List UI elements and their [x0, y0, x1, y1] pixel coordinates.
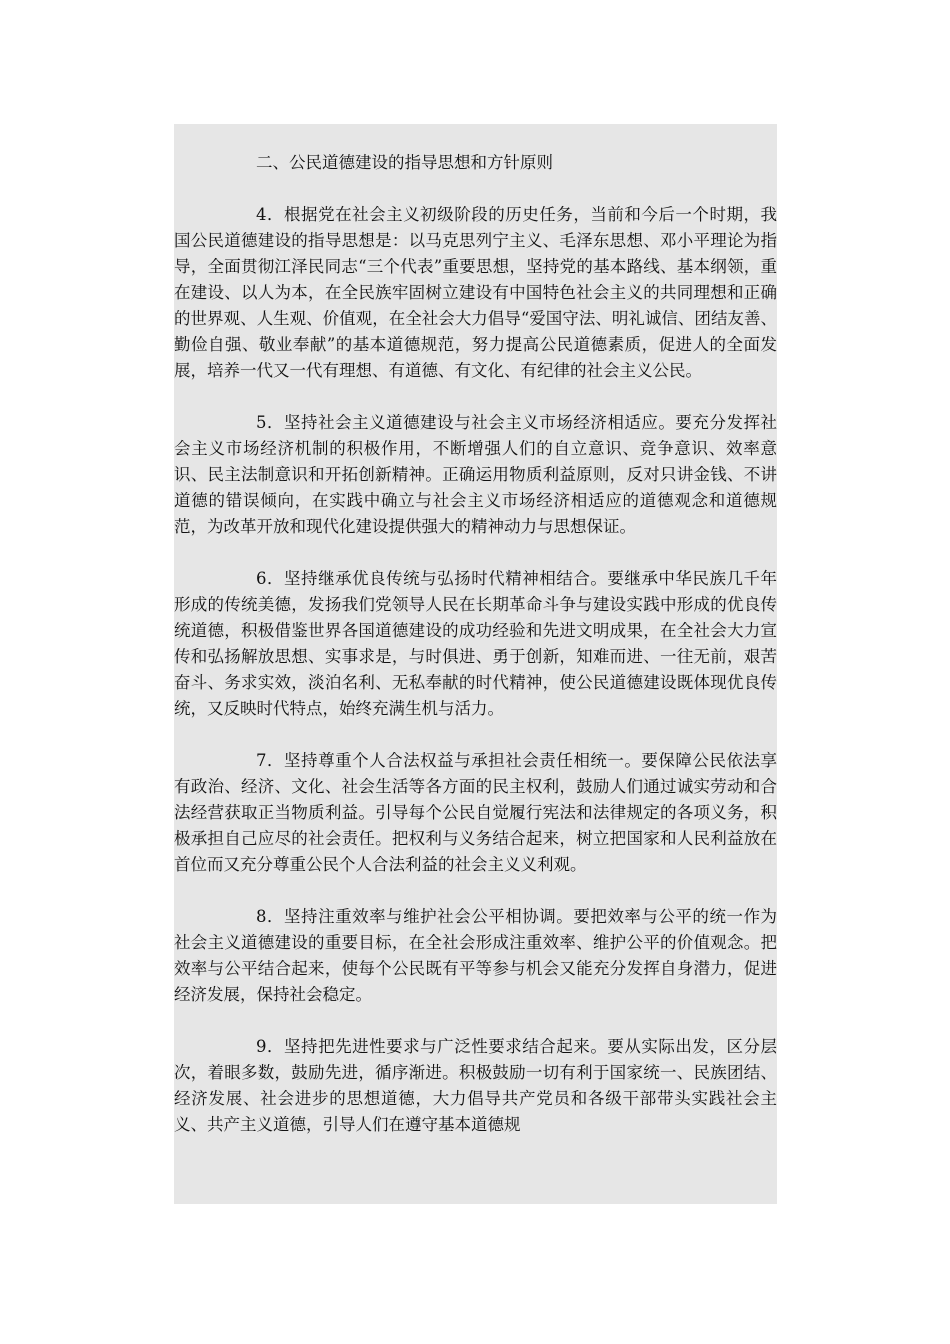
- paragraph-4: 4．根据党在社会主义初级阶段的历史任务，当前和今后一个时期，我国公民道德建设的指导思想是：以马克思列宁主义、毛泽东思想、邓小平理论为指导，全面贯彻江泽民同志“三个代表”重要思想，坚持党的基本路线、基本纲领，重在建设、以人为本，在全民族牢固树立建设有中国特色社会主义的共同理想和正确的世界观、人生观、价值观，在全社会大力倡导“爱国守法、明礼诚信、团结友善、勤俭自强、敬业奉献”的基本道德规范，努力提高公民道德素质，促进人的全面发展，培养一代又一代有理想、有道德、有文化、有纪律的社会主义公民。: [174, 205, 777, 380]
- paragraph-7: 7．坚持尊重个人合法权益与承担社会责任相统一。要保障公民依法享有政治、经济、文化、社会生活等各方面的民主权利，鼓励人们通过诚实劳动和合法经营获取正当物质利益。引导每个公民自觉履行宪法和法律规定的各项义务，积极承担自己应尽的社会责任。把权利与义务结合起来，树立把国家和人民利益放在首位而又充分尊重公民个人合法利益的社会主义义利观。: [174, 751, 777, 874]
- paragraph-6: 6．坚持继承优良传统与弘扬时代精神相结合。要继承中华民族几千年形成的传统美德，发扬我们党领导人民在长期革命斗争与建设实践中形成的优良传统道德，积极借鉴世界各国道德建设的成功经验和先进文明成果，在全社会大力宣传和弘扬解放思想、实事求是，与时俱进、勇于创新，知难而进、一往无前，艰苦奋斗、务求实效，淡泊名利、无私奉献的时代精神，使公民道德建设既体现优良传统，又反映时代特点，始终充满生机与活力。: [174, 569, 777, 718]
- paragraph-8: 8．坚持注重效率与维护社会公平相协调。要把效率与公平的统一作为社会主义道德建设的重要目标，在全社会形成注重效率、维护公平的价值观念。把效率与公平结合起来，使每个公民既有平等参与机会又能充分发挥自身潜力，促进经济发展，保持社会稳定。: [174, 907, 777, 1004]
- document-page: [174, 124, 777, 1204]
- paragraph-5: 5．坚持社会主义道德建设与社会主义市场经济相适应。要充分发挥社会主义市场经济机制的积极作用，不断增强人们的自立意识、竞争意识、效率意识、民主法制意识和开拓创新精神。正确运用物质利益原则，反对只讲金钱、不讲道德的错误倾向，在实践中确立与社会主义市场经济相适应的道德观念和道德规范，为改革开放和现代化建设提供强大的精神动力与思想保证。: [174, 413, 777, 536]
- document-body: [174, 150, 777, 1138]
- section-heading: 二、公民道德建设的指导思想和方针原则: [256, 153, 553, 172]
- paragraph-9: 9．坚持把先进性要求与广泛性要求结合起来。要从实际出发，区分层次，着眼多数，鼓励先进，循序渐进。积极鼓励一切有利于国家统一、民族团结、经济发展、社会进步的思想道德，大力倡导共产党员和各级干部带头实践社会主义、共产主义道德，引导人们在遵守基本道德规: [174, 1037, 777, 1134]
